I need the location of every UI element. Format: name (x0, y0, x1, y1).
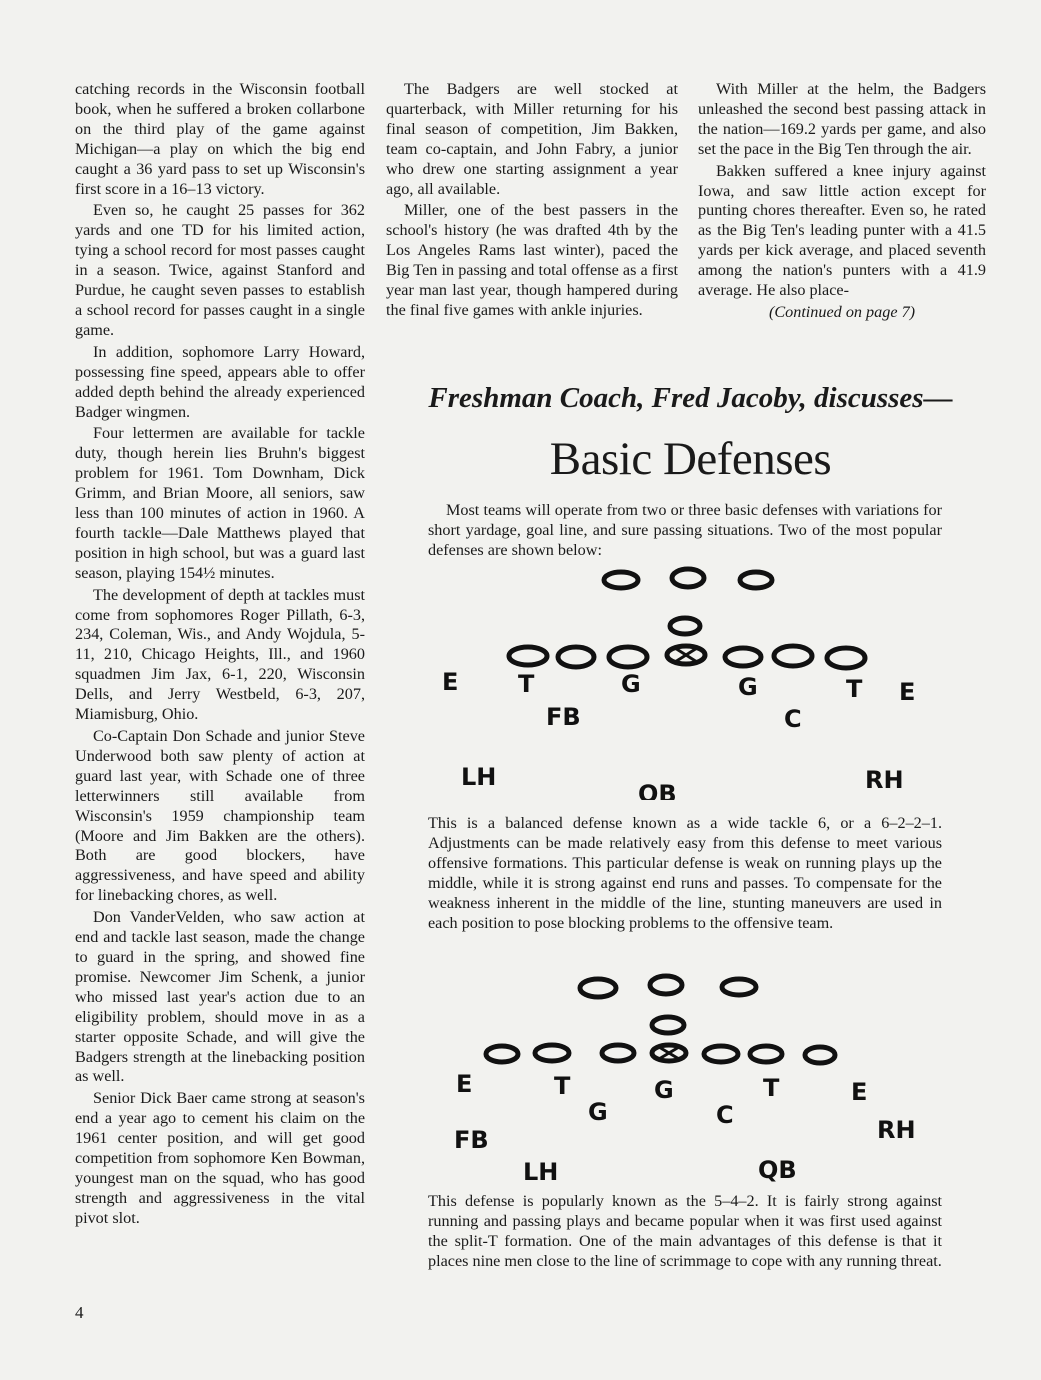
page-number: 4 (75, 1303, 84, 1322)
offense-player-marker (650, 976, 682, 994)
position-e-left: E (442, 668, 459, 696)
position-g-left: G (621, 670, 641, 698)
paragraph: Even so, he caught 25 passes for 362 yards and one TD for his limited action, tying a school record for most passes caught in a season. Twice, against Stanford and Purdue, he caught seven passes to establish a school record for passes caught in a single game. (75, 201, 365, 339)
offense-player-marker (750, 1046, 782, 1062)
offense-player-marker (725, 648, 761, 666)
diagram-2-caption (428, 1192, 942, 1272)
offense-player-marker (580, 979, 616, 997)
paragraph: Four lettermen are available for tackle duty, though herein lies Bruhn's biggest problem for 1961. Tom Downham, Dick Grimm, and Brian Moore, all seniors, saw less than 100 minutes of action in 1960. A fourth tackle—Dale Matthews played that position in high school, but was a guard last season, playing 154½ minutes. (75, 424, 365, 582)
offense-player-marker (602, 1045, 634, 1061)
position-g-mid: G (654, 1076, 674, 1104)
offense-player-marker (486, 1046, 518, 1062)
position-c: C (716, 1101, 734, 1129)
paragraph: Don VanderVelden, who saw action at end and tackle last season, made the change to guard in the spring, and showed fine promise. Newcomer Jim Schenk, a junior who missed last year's action due to an eligibility problem, should move in as a starter opposite Schade, and will give the Badgers strength at the linebacking position as well. (75, 908, 365, 1086)
position-t-left: T (518, 670, 535, 698)
offense-player-marker (740, 572, 772, 588)
position-c: C (784, 705, 802, 733)
offense-player-marker (558, 647, 594, 667)
paragraph: Bakken suffered a knee injury against Iowa, and saw little action except for punting chores thereafter. Even so, he rated as the Big Ten's leading punter with a 41.5 yards per kick average, and placed seventh among the nation's punters with a 41.9 average. He also place- (698, 161, 986, 300)
article-column-2 (386, 80, 678, 321)
offense-player-marker (704, 1046, 738, 1062)
paragraph: In addition, sophomore Larry Howard, possessing fine speed, appears able to offer added depth behind the already experienced Badger wingmen. (75, 342, 365, 421)
position-fb: FB (546, 703, 581, 731)
paragraph: Miller, one of the best passers in the school's history (he was drafted 4th by the Los Angeles Rams last winter), paced the Big Ten in passing and total offense as a first year man last year, though hampered during the final five games with ankle injuries. (386, 201, 678, 319)
position-t-right: T (846, 675, 863, 703)
position-lh: LH (523, 1158, 559, 1186)
offense-player-marker (722, 979, 756, 995)
paragraph: The development of depth at tackles must come from sophomores Roger Pillath, 6-3, 234, Coleman, Wis., and Andy Wojdula, 5-11, 210, Chicago Heights, Ill., and 1960 squadmen Jim Jax, 6-1, 220, Wisconsin Dells, and Jerry Westbeld, 6-3, 207, Miamisburg, Ohio. (75, 585, 365, 724)
defense-diagram-5-4-2 (428, 968, 953, 1188)
offense-player-marker (609, 647, 647, 667)
diagram-svg (428, 968, 953, 1188)
position-t-right: T (763, 1074, 780, 1102)
position-qb: QB (638, 780, 677, 800)
continued-note: (Continued on page 7) (768, 302, 916, 321)
position-qb: QB (758, 1156, 797, 1184)
paragraph: Most teams will operate from two or three basic defenses with variations for short yardage, goal line, and sure passing situations. Two of the most popular defenses are shown below: (428, 501, 942, 559)
position-t-left: T (554, 1072, 571, 1100)
position-g-right: G (738, 673, 758, 701)
offense-player-marker (670, 618, 700, 634)
paragraph: Co-Captain Don Schade and junior Steve Underwood both saw plenty of action at guard last year, with Schade one of three letterwinners still available from Wisconsin's 1959 championship team (Moore and Jim Bakken are the others). Both are good blockers, have aggressiveness, and have speed and ability for linebacking chores, as well. (75, 727, 365, 905)
position-e-left: E (456, 1070, 473, 1098)
paragraph: This is a balanced defense known as a wide tackle 6, or a 6–2–2–1. Adjustments can be made relatively easy from this defense to meet various offensive formations. This particular defense is weak on running plays up the middle, while it is strong against end runs and passes. To compensate for the weakness inherent in the middle of the line, stunting maneuvers are used in each position to pose blocking problems to the offensive team. (428, 814, 942, 932)
position-fb: FB (454, 1126, 489, 1154)
position-e-right: E (899, 678, 916, 706)
intro-paragraph (428, 501, 942, 561)
diagram-svg (428, 560, 953, 800)
offense-player-marker (652, 1017, 684, 1033)
diagram-1-caption (428, 814, 942, 933)
position-rh: RH (865, 766, 904, 794)
defense-diagram-wide-tackle-6 (428, 560, 953, 800)
offense-player-marker (509, 647, 547, 665)
paragraph: This defense is popularly known as the 5–4–2. It is fairly strong against running and passing plays and became popular when it was first used against the split-T formation. One of the main advantages of this defense is that it places nine men close to the line of scrimmage to cope with any running threat. (428, 1192, 942, 1270)
paragraph: The Badgers are well stocked at quarterback, with Miller returning for his final season of competition, Jim Bakken, team co-captain, and John Fabry, a junior who drew one starting assignment a year ago, all available. (386, 80, 678, 198)
offense-player-marker (535, 1045, 569, 1061)
position-g-low: G (588, 1098, 608, 1126)
position-lh: LH (461, 763, 497, 791)
offense-player-marker (827, 648, 865, 668)
offense-player-marker (672, 569, 704, 587)
offense-player-marker (604, 572, 638, 588)
article-title: Basic Defenses (549, 433, 832, 485)
article-kicker: Freshman Coach, Fred Jacoby, discusses— (428, 382, 953, 414)
offense-player-marker (805, 1047, 835, 1063)
paragraph: catching records in the Wisconsin football book, when he suffered a broken collarbone on the third play of the game against Michigan—a play on which the big end caught a 36 yard pass to set up Wisconsin's first score in a 16–13 victory. (75, 80, 365, 198)
article-column-3 (698, 80, 986, 323)
position-e-right: E (851, 1078, 868, 1106)
paragraph: Senior Dick Baer came strong at season's end a year ago to cement his claim on the 1961 center position, and will get good competition from sophomore Ken Bowman, youngest man on the squad, who has good strength and aggressiveness in the vital pivot slot. (75, 1089, 365, 1227)
paragraph: With Miller at the helm, the Badgers unleashed the second best passing attack in the nation—169.2 yards per game, and also set the pace in the Big Ten through the air. (698, 80, 986, 158)
article-column-1 (75, 80, 365, 1229)
offense-player-marker (774, 646, 812, 666)
position-rh: RH (877, 1116, 916, 1144)
